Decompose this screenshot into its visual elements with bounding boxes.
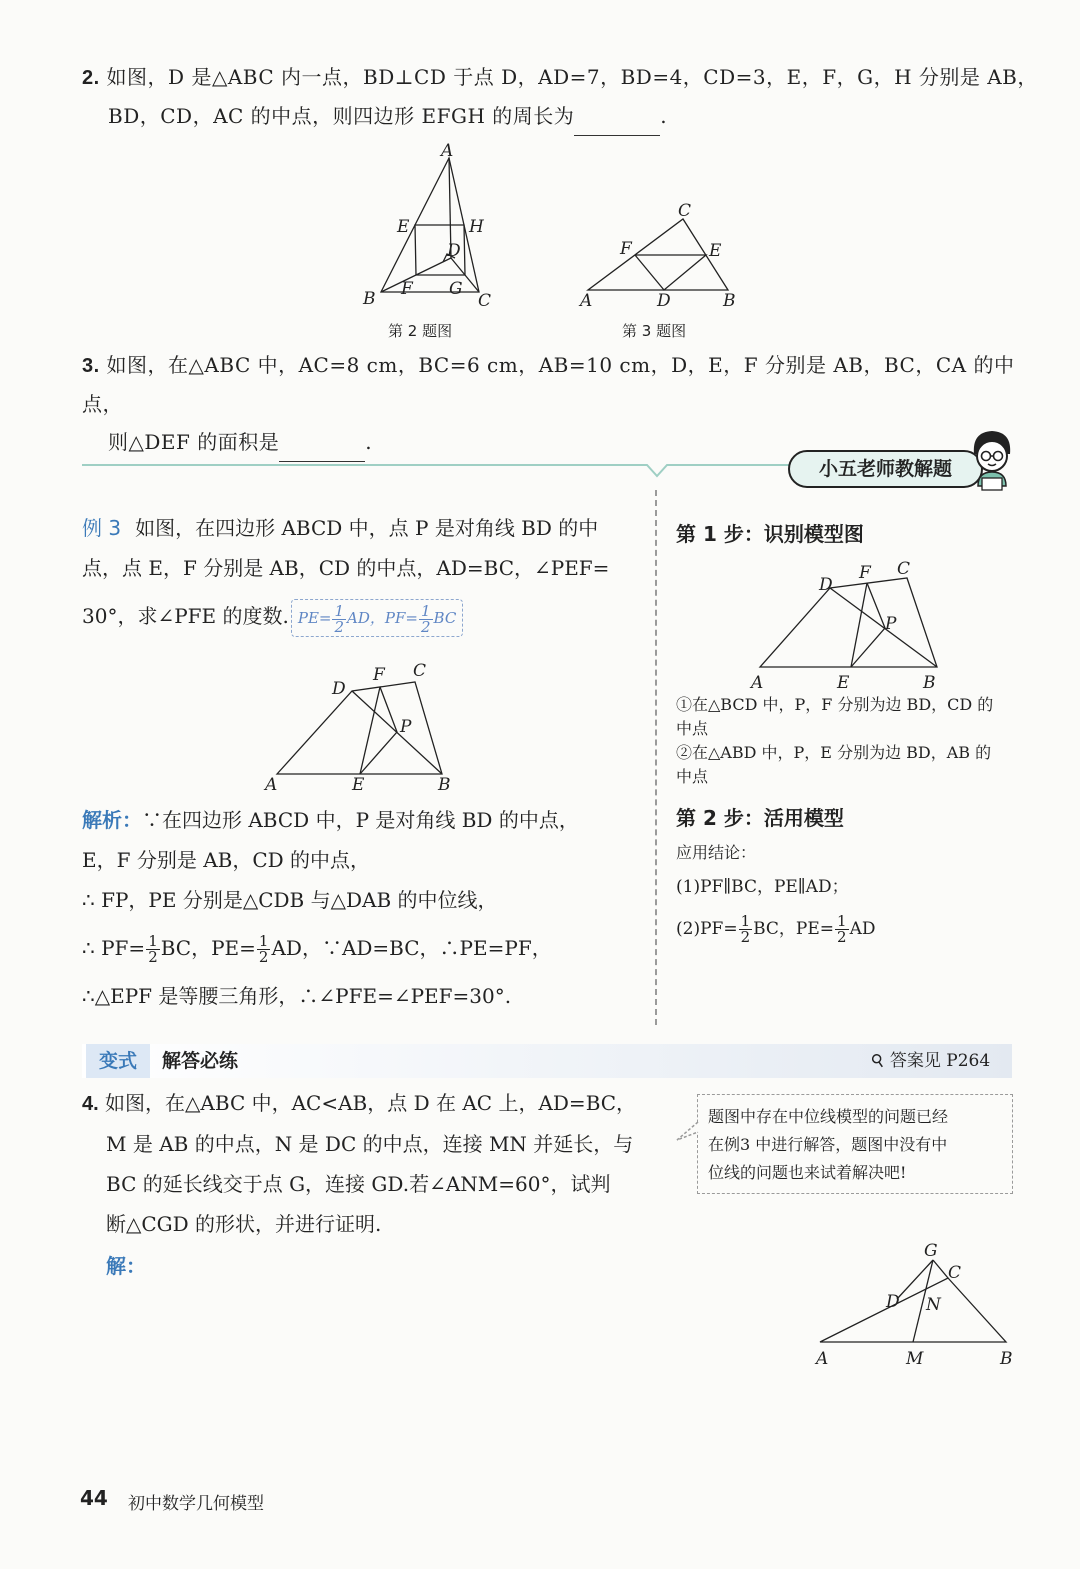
q3-line2: 则△DEF 的面积是 . <box>82 423 1042 462</box>
answer-ref[interactable]: ⚲ 答案见 P264 <box>872 1044 990 1078</box>
q2-answer-blank[interactable] <box>574 97 660 136</box>
figure-3 <box>570 196 750 314</box>
conclusion-2: (2)PF= $\frac{1}{2}$ BC，PE= $\frac{1}{2}$ AD <box>676 912 876 946</box>
tip-line2: 在例3 中进行解答，题图中没有中 <box>708 1135 948 1154</box>
ex3-hint: PE= $\frac{1}{2}$ AD，PF= $\frac{1}{2}$ BC <box>291 599 463 637</box>
fig2-label-D: D <box>447 241 461 261</box>
column-divider <box>655 490 657 1025</box>
fig2-caption: 第 2 题图 <box>388 322 453 340</box>
step-2-title: 第 2 步：活用模型 <box>676 806 844 830</box>
fig2-label-G: G <box>449 279 463 299</box>
q2-number: 2. <box>82 67 100 89</box>
q3-line1: 3. 如图，在△ABC 中，AC=8 cm，BC=6 cm，AB=10 cm，D，E，F 分别是 AB，BC，CA 的中点， <box>82 353 1015 416</box>
ex3-fig-label-B: B <box>438 775 451 795</box>
ex3-fig-label-C: C <box>413 661 427 681</box>
analysis-line5: ∴△EPF 是等腰三角形，∴∠PFE=∠PEF=30°. <box>82 984 512 1008</box>
fig2-label-H: H <box>469 217 484 237</box>
q3-number: 3. <box>82 355 100 377</box>
banner-title: 小五老师教解题 <box>788 450 983 488</box>
q4-line4: 断△CGD 的形状，并进行证明. <box>106 1212 382 1236</box>
note-1b: 中点 <box>676 719 709 738</box>
fig3-label-E: E <box>709 241 722 261</box>
figure-4 <box>810 1240 1020 1370</box>
ex3-fig-label-P: P <box>400 717 412 737</box>
q2-line1: 2. 如图，D 是△ABC 内一点，BD⊥CD 于点 D，AD=7，BD=4，CD=3，E，F，G，H 分别是 AB， <box>82 65 1038 89</box>
note-1a: ①在△BCD 中，P，F 分别为边 BD，CD 的 <box>676 695 994 714</box>
ex3-line2: 点，点 E，F 分别是 AB，CD 的中点，AD=BC，∠PEF= <box>82 556 610 580</box>
fig4-label-B: B <box>1000 1349 1013 1369</box>
ex3-fig-label-D: D <box>332 679 346 699</box>
step1-fig-label-E: E <box>837 673 850 693</box>
fig4-label-C: C <box>948 1263 962 1283</box>
note-2a: ②在△ABD 中，P，E 分别为边 BD，AB 的 <box>676 743 992 762</box>
ex3-fig-label-E: E <box>352 775 365 795</box>
tip-line1: 题图中存在中位线模型的问题已经 <box>708 1107 949 1126</box>
conclusion-label: 应用结论： <box>676 843 757 862</box>
question-4 <box>82 1083 672 1286</box>
ex3-line3: 30°，求∠PFE 的度数. PE= $\frac{1}{2}$ AD，PF= $\frac{1}{2}$ BC <box>82 596 652 637</box>
analysis-line2: E，F 分别是 AB，CD 的中点， <box>82 848 371 872</box>
tip-note <box>697 1094 1013 1194</box>
tip-pointer <box>675 1120 699 1144</box>
fig4-label-N: N <box>926 1295 941 1315</box>
book-title: 初中数学几何模型 <box>128 1494 264 1514</box>
q4-line3: BC 的延长线交于点 G，连接 GD.若∠ANM=60°，试判 <box>106 1172 611 1196</box>
note-2b: 中点 <box>676 767 709 786</box>
step-2-body <box>676 840 1021 945</box>
step-1-title: 第 1 步：识别模型图 <box>676 522 864 546</box>
q2-line2: BD，CD，AC 的中点，则四边形 EFGH 的周长为 . <box>82 97 1042 136</box>
fig4-label-G: G <box>924 1241 938 1261</box>
q4-line1: 4. 如图，在△ABC 中，AC<AB，点 D 在 AC 上，AD=BC， <box>82 1091 637 1115</box>
key-icon: ⚲ <box>867 1049 890 1073</box>
example-3 <box>82 508 652 637</box>
step-1-figure <box>745 560 955 695</box>
tip-line3: 位线的问题也来试着解决吧! <box>708 1163 907 1182</box>
analysis-line1: 解析：∵在四边形 ABCD 中，P 是对角线 BD 的中点， <box>82 808 579 832</box>
example-3-figure <box>260 660 470 795</box>
analysis-tag: 解析： <box>82 808 142 832</box>
fig3-caption: 第 3 题图 <box>622 322 687 340</box>
analysis-line4: ∴ PF= $\frac{1}{2}$ BC，PE= $\frac{1}{2}$ AD，∵AD=BC，∴PE=PF， <box>82 932 552 966</box>
step1-fig-label-C: C <box>897 560 911 579</box>
variant-tag: 变式 <box>86 1044 150 1078</box>
step1-fig-label-F: F <box>859 563 871 583</box>
fig2-label-A: A <box>441 141 454 161</box>
fig3-label-F: F <box>620 239 632 259</box>
step1-fig-label-P: P <box>885 614 897 634</box>
fig4-label-A: A <box>816 1349 829 1369</box>
step1-fig-label-A: A <box>751 673 764 693</box>
fig2-label-E: E <box>397 217 410 237</box>
ex3-fig-label-A: A <box>265 775 278 795</box>
q4-line2: M 是 AB 的中点，N 是 DC 的中点，连接 MN 并延长，与 <box>106 1132 634 1156</box>
fig3-label-B: B <box>723 291 736 311</box>
fig4-label-D: D <box>886 1292 900 1312</box>
figure-2 <box>355 140 505 310</box>
fig2-label-B: B <box>363 289 376 309</box>
fig3-label-D: D <box>657 291 671 311</box>
q4-number: 4. <box>82 1093 99 1115</box>
fig2-label-C: C <box>478 291 492 310</box>
step-1-notes <box>676 693 1021 789</box>
analysis-line3: ∴ FP，PE 分别是△CDB 与△DAB 的中位线， <box>82 888 498 912</box>
fig3-label-C: C <box>678 201 692 221</box>
variant-title: 解答必练 <box>162 1050 239 1072</box>
fig2-label-F: F <box>401 279 413 299</box>
conclusion-1: (1)PF∥BC，PE∥AD； <box>676 877 849 897</box>
fig3-label-A: A <box>580 291 593 311</box>
ex3-tag: 例 3 <box>82 516 122 540</box>
ex3-line1: 例 3 如图，在四边形 ABCD 中，点 P 是对角线 BD 的中 <box>82 516 599 540</box>
fig4-label-M: M <box>906 1349 924 1369</box>
ex3-fig-label-F: F <box>373 665 385 685</box>
question-2 <box>82 58 1042 136</box>
q4-solve: 解： <box>106 1254 146 1278</box>
page-number: 44 <box>80 1486 108 1510</box>
step1-fig-label-B: B <box>923 673 936 693</box>
teacher-avatar-icon <box>968 426 1016 496</box>
analysis <box>82 800 652 1016</box>
step1-fig-label-D: D <box>819 575 833 595</box>
